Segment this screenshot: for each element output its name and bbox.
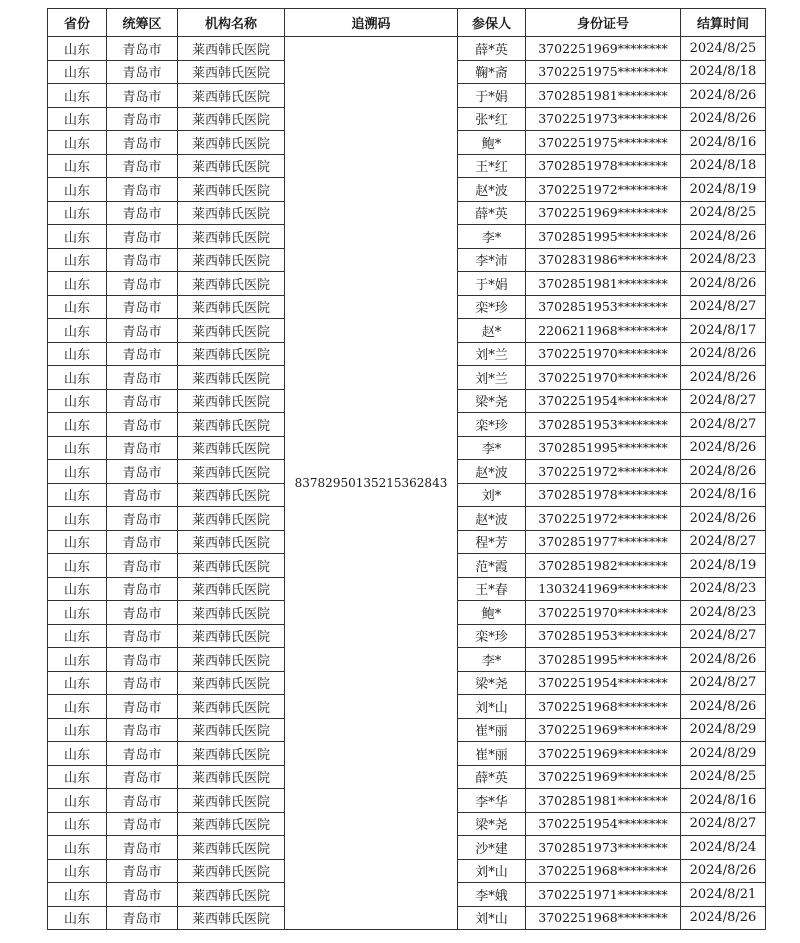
institution-cell: 莱西韩氏医院 xyxy=(178,154,285,178)
province-cell: 山东 xyxy=(48,883,107,907)
settlement-table xyxy=(47,8,766,930)
region-cell: 青岛市 xyxy=(107,131,178,155)
id-number-cell: 3702851953******** xyxy=(526,295,681,319)
insured-person-cell: 李* xyxy=(458,436,526,460)
institution-cell: 莱西韩氏医院 xyxy=(178,812,285,836)
region-cell: 青岛市 xyxy=(107,178,178,202)
settlement-time-cell: 2024/8/27 xyxy=(681,389,766,413)
id-number-cell: 3702851981******** xyxy=(526,272,681,296)
province-cell: 山东 xyxy=(48,248,107,272)
province-cell: 山东 xyxy=(48,154,107,178)
settlement-time-cell: 2024/8/29 xyxy=(681,742,766,766)
settlement-time-cell: 2024/8/19 xyxy=(681,554,766,578)
province-cell: 山东 xyxy=(48,131,107,155)
province-cell: 山东 xyxy=(48,295,107,319)
settlement-time-cell: 2024/8/26 xyxy=(681,436,766,460)
insured-person-cell: 李*华 xyxy=(458,789,526,813)
institution-cell: 莱西韩氏医院 xyxy=(178,225,285,249)
settlement-time-cell: 2024/8/29 xyxy=(681,718,766,742)
id-number-cell: 3702251973******** xyxy=(526,107,681,131)
province-cell: 山东 xyxy=(48,225,107,249)
insured-person-cell: 刘*兰 xyxy=(458,342,526,366)
institution-cell: 莱西韩氏医院 xyxy=(178,389,285,413)
institution-cell: 莱西韩氏医院 xyxy=(178,60,285,84)
institution-cell: 莱西韩氏医院 xyxy=(178,836,285,860)
region-cell: 青岛市 xyxy=(107,671,178,695)
region-cell: 青岛市 xyxy=(107,107,178,131)
province-cell: 山东 xyxy=(48,436,107,460)
insured-person-cell: 刘* xyxy=(458,483,526,507)
institution-cell: 莱西韩氏医院 xyxy=(178,413,285,437)
province-cell: 山东 xyxy=(48,648,107,672)
settlement-time-cell: 2024/8/17 xyxy=(681,319,766,343)
region-cell: 青岛市 xyxy=(107,342,178,366)
province-cell: 山东 xyxy=(48,765,107,789)
province-cell: 山东 xyxy=(48,319,107,343)
id-number-cell: 3702851981******** xyxy=(526,84,681,108)
id-number-cell: 3702251975******** xyxy=(526,131,681,155)
insured-person-cell: 李*沛 xyxy=(458,248,526,272)
region-cell: 青岛市 xyxy=(107,60,178,84)
settlement-time-cell: 2024/8/18 xyxy=(681,154,766,178)
institution-cell: 莱西韩氏医院 xyxy=(178,554,285,578)
settlement-time-cell: 2024/8/27 xyxy=(681,530,766,554)
region-cell: 青岛市 xyxy=(107,460,178,484)
province-cell: 山东 xyxy=(48,530,107,554)
province-cell: 山东 xyxy=(48,577,107,601)
id-number-cell: 3702851973******** xyxy=(526,836,681,860)
settlement-time-cell: 2024/8/27 xyxy=(681,624,766,648)
id-number-cell: 3702851978******** xyxy=(526,154,681,178)
header-province: 省份 xyxy=(48,9,107,37)
region-cell: 青岛市 xyxy=(107,154,178,178)
insured-person-cell: 崔*丽 xyxy=(458,742,526,766)
province-cell: 山东 xyxy=(48,84,107,108)
insured-person-cell: 李*娥 xyxy=(458,883,526,907)
institution-cell: 莱西韩氏医院 xyxy=(178,789,285,813)
settlement-time-cell: 2024/8/26 xyxy=(681,107,766,131)
settlement-time-cell: 2024/8/23 xyxy=(681,248,766,272)
settlement-time-cell: 2024/8/25 xyxy=(681,201,766,225)
id-number-cell: 3702851995******** xyxy=(526,648,681,672)
region-cell: 青岛市 xyxy=(107,319,178,343)
institution-cell: 莱西韩氏医院 xyxy=(178,883,285,907)
region-cell: 青岛市 xyxy=(107,413,178,437)
settlement-time-cell: 2024/8/26 xyxy=(681,225,766,249)
id-number-cell: 3702851953******** xyxy=(526,624,681,648)
id-number-cell: 2206211968******** xyxy=(526,319,681,343)
insured-person-cell: 栾*珍 xyxy=(458,413,526,437)
id-number-cell: 3702251968******** xyxy=(526,695,681,719)
region-cell: 青岛市 xyxy=(107,201,178,225)
header-id-number: 身份证号 xyxy=(526,9,681,37)
region-cell: 青岛市 xyxy=(107,389,178,413)
settlement-time-cell: 2024/8/26 xyxy=(681,342,766,366)
institution-cell: 莱西韩氏医院 xyxy=(178,201,285,225)
id-number-cell: 3702251975******** xyxy=(526,60,681,84)
table-body xyxy=(48,37,766,930)
region-cell: 青岛市 xyxy=(107,225,178,249)
province-cell: 山东 xyxy=(48,483,107,507)
settlement-time-cell: 2024/8/25 xyxy=(681,37,766,61)
region-cell: 青岛市 xyxy=(107,648,178,672)
insured-person-cell: 栾*珍 xyxy=(458,295,526,319)
settlement-time-cell: 2024/8/26 xyxy=(681,859,766,883)
region-cell: 青岛市 xyxy=(107,507,178,531)
province-cell: 山东 xyxy=(48,624,107,648)
settlement-time-cell: 2024/8/26 xyxy=(681,272,766,296)
insured-person-cell: 梁*尧 xyxy=(458,389,526,413)
id-number-cell: 3702251954******** xyxy=(526,389,681,413)
region-cell: 青岛市 xyxy=(107,295,178,319)
region-cell: 青岛市 xyxy=(107,248,178,272)
region-cell: 青岛市 xyxy=(107,37,178,61)
header-region: 统筹区 xyxy=(107,9,178,37)
settlement-time-cell: 2024/8/23 xyxy=(681,601,766,625)
region-cell: 青岛市 xyxy=(107,84,178,108)
province-cell: 山东 xyxy=(48,671,107,695)
region-cell: 青岛市 xyxy=(107,483,178,507)
id-number-cell: 3702851982******** xyxy=(526,554,681,578)
id-number-cell: 3702251954******** xyxy=(526,812,681,836)
insured-person-cell: 于*娟 xyxy=(458,84,526,108)
region-cell: 青岛市 xyxy=(107,530,178,554)
region-cell: 青岛市 xyxy=(107,554,178,578)
insured-person-cell: 鞠*斋 xyxy=(458,60,526,84)
province-cell: 山东 xyxy=(48,507,107,531)
id-number-cell: 3702251968******** xyxy=(526,906,681,930)
settlement-time-cell: 2024/8/23 xyxy=(681,577,766,601)
header-insured-person: 参保人 xyxy=(458,9,526,37)
insured-person-cell: 赵*波 xyxy=(458,507,526,531)
insured-person-cell: 王*红 xyxy=(458,154,526,178)
id-number-cell: 3702251972******** xyxy=(526,460,681,484)
institution-cell: 莱西韩氏医院 xyxy=(178,483,285,507)
institution-cell: 莱西韩氏医院 xyxy=(178,765,285,789)
settlement-time-cell: 2024/8/27 xyxy=(681,413,766,437)
province-cell: 山东 xyxy=(48,342,107,366)
insured-person-cell: 鲍* xyxy=(458,601,526,625)
province-cell: 山东 xyxy=(48,812,107,836)
province-cell: 山东 xyxy=(48,601,107,625)
province-cell: 山东 xyxy=(48,789,107,813)
settlement-time-cell: 2024/8/26 xyxy=(681,84,766,108)
insured-person-cell: 范*霞 xyxy=(458,554,526,578)
settlement-time-cell: 2024/8/18 xyxy=(681,60,766,84)
settlement-time-cell: 2024/8/26 xyxy=(681,648,766,672)
id-number-cell: 3702251970******** xyxy=(526,366,681,390)
region-cell: 青岛市 xyxy=(107,366,178,390)
insured-person-cell: 赵*波 xyxy=(458,178,526,202)
institution-cell: 莱西韩氏医院 xyxy=(178,624,285,648)
insured-person-cell: 栾*珍 xyxy=(458,624,526,648)
region-cell: 青岛市 xyxy=(107,836,178,860)
institution-cell: 莱西韩氏医院 xyxy=(178,906,285,930)
province-cell: 山东 xyxy=(48,906,107,930)
insured-person-cell: 赵* xyxy=(458,319,526,343)
insured-person-cell: 刘*兰 xyxy=(458,366,526,390)
institution-cell: 莱西韩氏医院 xyxy=(178,436,285,460)
id-number-cell: 3702251970******** xyxy=(526,342,681,366)
id-number-cell: 3702251969******** xyxy=(526,201,681,225)
id-number-cell: 3702251954******** xyxy=(526,671,681,695)
institution-cell: 莱西韩氏医院 xyxy=(178,577,285,601)
province-cell: 山东 xyxy=(48,201,107,225)
settlement-time-cell: 2024/8/25 xyxy=(681,765,766,789)
insured-person-cell: 薛*英 xyxy=(458,37,526,61)
id-number-cell: 3702251971******** xyxy=(526,883,681,907)
region-cell: 青岛市 xyxy=(107,601,178,625)
table-row xyxy=(48,37,766,61)
settlement-time-cell: 2024/8/24 xyxy=(681,836,766,860)
region-cell: 青岛市 xyxy=(107,577,178,601)
trace-code-cell: 83782950135215362843 xyxy=(285,37,458,930)
settlement-time-cell: 2024/8/16 xyxy=(681,483,766,507)
settlement-time-cell: 2024/8/26 xyxy=(681,366,766,390)
id-number-cell: 3702851978******** xyxy=(526,483,681,507)
insured-person-cell: 梁*尧 xyxy=(458,671,526,695)
settlement-time-cell: 2024/8/21 xyxy=(681,883,766,907)
region-cell: 青岛市 xyxy=(107,436,178,460)
settlement-time-cell: 2024/8/27 xyxy=(681,812,766,836)
settlement-time-cell: 2024/8/19 xyxy=(681,178,766,202)
id-number-cell: 3702251972******** xyxy=(526,507,681,531)
institution-cell: 莱西韩氏医院 xyxy=(178,601,285,625)
region-cell: 青岛市 xyxy=(107,718,178,742)
institution-cell: 莱西韩氏医院 xyxy=(178,648,285,672)
insured-person-cell: 于*娟 xyxy=(458,272,526,296)
region-cell: 青岛市 xyxy=(107,859,178,883)
institution-cell: 莱西韩氏医院 xyxy=(178,460,285,484)
id-number-cell: 1303241969******** xyxy=(526,577,681,601)
header-institution: 机构名称 xyxy=(178,9,285,37)
institution-cell: 莱西韩氏医院 xyxy=(178,530,285,554)
insured-person-cell: 赵*波 xyxy=(458,460,526,484)
institution-cell: 莱西韩氏医院 xyxy=(178,178,285,202)
insured-person-cell: 王*春 xyxy=(458,577,526,601)
id-number-cell: 3702851981******** xyxy=(526,789,681,813)
id-number-cell: 3702851953******** xyxy=(526,413,681,437)
id-number-cell: 3702851977******** xyxy=(526,530,681,554)
institution-cell: 莱西韩氏医院 xyxy=(178,37,285,61)
institution-cell: 莱西韩氏医院 xyxy=(178,718,285,742)
institution-cell: 莱西韩氏医院 xyxy=(178,272,285,296)
id-number-cell: 3702251970******** xyxy=(526,601,681,625)
header-row xyxy=(48,9,766,37)
insured-person-cell: 刘*山 xyxy=(458,906,526,930)
institution-cell: 莱西韩氏医院 xyxy=(178,859,285,883)
insured-person-cell: 崔*丽 xyxy=(458,718,526,742)
region-cell: 青岛市 xyxy=(107,812,178,836)
region-cell: 青岛市 xyxy=(107,765,178,789)
insured-person-cell: 鲍* xyxy=(458,131,526,155)
id-number-cell: 3702251968******** xyxy=(526,859,681,883)
province-cell: 山东 xyxy=(48,859,107,883)
settlement-time-cell: 2024/8/26 xyxy=(681,906,766,930)
region-cell: 青岛市 xyxy=(107,272,178,296)
id-number-cell: 3702251972******** xyxy=(526,178,681,202)
region-cell: 青岛市 xyxy=(107,742,178,766)
province-cell: 山东 xyxy=(48,60,107,84)
insured-person-cell: 沙*建 xyxy=(458,836,526,860)
insured-person-cell: 李* xyxy=(458,648,526,672)
province-cell: 山东 xyxy=(48,389,107,413)
institution-cell: 莱西韩氏医院 xyxy=(178,342,285,366)
settlement-time-cell: 2024/8/26 xyxy=(681,695,766,719)
institution-cell: 莱西韩氏医院 xyxy=(178,742,285,766)
region-cell: 青岛市 xyxy=(107,695,178,719)
header-settlement-time: 结算时间 xyxy=(681,9,766,37)
insured-person-cell: 薛*英 xyxy=(458,201,526,225)
insured-person-cell: 程*芳 xyxy=(458,530,526,554)
province-cell: 山东 xyxy=(48,366,107,390)
province-cell: 山东 xyxy=(48,460,107,484)
region-cell: 青岛市 xyxy=(107,906,178,930)
province-cell: 山东 xyxy=(48,178,107,202)
id-number-cell: 3702851995******** xyxy=(526,436,681,460)
institution-cell: 莱西韩氏医院 xyxy=(178,107,285,131)
institution-cell: 莱西韩氏医院 xyxy=(178,319,285,343)
province-cell: 山东 xyxy=(48,836,107,860)
institution-cell: 莱西韩氏医院 xyxy=(178,695,285,719)
settlement-time-cell: 2024/8/26 xyxy=(681,507,766,531)
id-number-cell: 3702251969******** xyxy=(526,765,681,789)
province-cell: 山东 xyxy=(48,107,107,131)
insured-person-cell: 李* xyxy=(458,225,526,249)
settlement-time-cell: 2024/8/27 xyxy=(681,671,766,695)
header-trace-code: 追溯码 xyxy=(285,9,458,37)
institution-cell: 莱西韩氏医院 xyxy=(178,131,285,155)
id-number-cell: 3702251969******** xyxy=(526,742,681,766)
institution-cell: 莱西韩氏医院 xyxy=(178,248,285,272)
id-number-cell: 3702831986******** xyxy=(526,248,681,272)
institution-cell: 莱西韩氏医院 xyxy=(178,84,285,108)
institution-cell: 莱西韩氏医院 xyxy=(178,507,285,531)
institution-cell: 莱西韩氏医院 xyxy=(178,366,285,390)
insured-person-cell: 刘*山 xyxy=(458,695,526,719)
id-number-cell: 3702251969******** xyxy=(526,718,681,742)
settlement-time-cell: 2024/8/16 xyxy=(681,789,766,813)
settlement-time-cell: 2024/8/26 xyxy=(681,460,766,484)
province-cell: 山东 xyxy=(48,742,107,766)
province-cell: 山东 xyxy=(48,718,107,742)
institution-cell: 莱西韩氏医院 xyxy=(178,671,285,695)
province-cell: 山东 xyxy=(48,695,107,719)
region-cell: 青岛市 xyxy=(107,883,178,907)
insured-person-cell: 梁*尧 xyxy=(458,812,526,836)
province-cell: 山东 xyxy=(48,554,107,578)
insured-person-cell: 刘*山 xyxy=(458,859,526,883)
insured-person-cell: 薛*英 xyxy=(458,765,526,789)
insured-person-cell: 张*红 xyxy=(458,107,526,131)
region-cell: 青岛市 xyxy=(107,624,178,648)
id-number-cell: 3702851995******** xyxy=(526,225,681,249)
settlement-time-cell: 2024/8/27 xyxy=(681,295,766,319)
province-cell: 山东 xyxy=(48,37,107,61)
region-cell: 青岛市 xyxy=(107,789,178,813)
province-cell: 山东 xyxy=(48,413,107,437)
province-cell: 山东 xyxy=(48,272,107,296)
id-number-cell: 3702251969******** xyxy=(526,37,681,61)
institution-cell: 莱西韩氏医院 xyxy=(178,295,285,319)
settlement-time-cell: 2024/8/16 xyxy=(681,131,766,155)
